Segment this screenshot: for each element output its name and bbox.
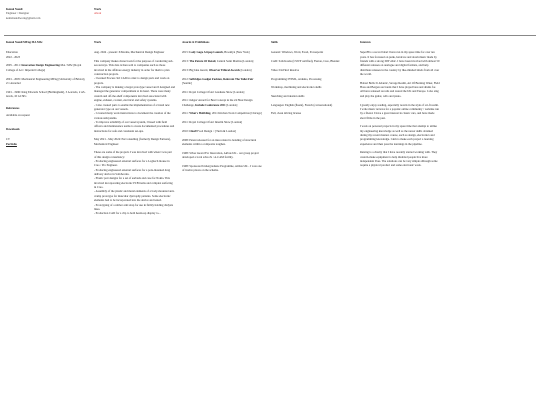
work-item: - I created many work instructions to document the creation of the various subsystems. [94, 111, 171, 120]
education-degree: Innovation Design Engineering [21, 63, 60, 68]
award-year: 2012: [182, 76, 189, 81]
award-title: Onoff [189, 128, 197, 133]
work-item: - Plastic part designs for a set of earbuds and case for Nokia. This involved incorporating electronic PCB items and complex surfacing in Creo. [94, 176, 173, 190]
award-year: 2013: [182, 59, 189, 64]
interest-item: Hobart Bells: It Atlantic, Savage Realm, Art Of Burning Water, Field Hoss and Bergen are bands that I have played bass and drums for. All have released records and toured the UK and Europe. I also sing and play the guitar, cello and piano. [360, 80, 440, 98]
education-text: MA / MSc [Royal College of Art / Imperial College] [6, 63, 82, 72]
award-year: 2008: [182, 137, 189, 142]
work-item: - Producing engineered external surfaces for a pole-mounted drug delivery device in Solidworks. [94, 167, 171, 177]
award-year: 1998: [182, 150, 189, 155]
work-item: - Prototyping of a rubber arm strap for use in firmly holding dialysis lines. [94, 202, 173, 211]
education-entry: 1991 - 1996: King Edwards School [Birmingham], 3 A-levels, 2 AS-levels, 10 GCSEs [6, 89, 86, 98]
award-text: Silver Award For Innovation, Airbus UK - our group project developed a local school's / A-CAM facility. [182, 150, 259, 160]
award-year: 2015: [182, 50, 189, 55]
education-label: Education [6, 50, 18, 55]
award-item [182, 59, 263, 63]
award-text: [London] [225, 102, 238, 107]
education-text: 2022 - 2023 [6, 54, 20, 59]
work-item: - I also created parts to enable the implementation of a brand new generator type on our vessels. [94, 102, 170, 111]
education-years: 2005 - 2011 [6, 63, 20, 68]
award-text: , 2011 Kitchen Tools Competition [Chicago] [210, 111, 263, 116]
award-text: Judges' Award for Best Concept in the 24 Hour Design Challenge, [182, 98, 253, 107]
award-year: 2011: [182, 111, 189, 116]
award-year: 2010: [182, 128, 189, 133]
award-text: Royal College Of Art Graduate Show [London] [189, 89, 245, 94]
nav-work[interactable]: Work [94, 7, 102, 11]
name-title: Kemal Nandi [6, 7, 23, 11]
header-nav [94, 7, 101, 16]
work-item: - The company is making a larger prototype vessel and I designed and managed the generator compartment at its heart. There were many custom and off-the-shelf components involved associated with engine, exhaust, coolant, electrical and safety systems. [94, 85, 175, 103]
award-item [182, 50, 263, 54]
work-item: - I learned Process 3rd CAD in order to design parts and work on projects. [94, 76, 170, 85]
portfolio-link[interactable]: Portfolio [6, 141, 17, 146]
award-text: [London] [239, 67, 252, 72]
interest-item: I work on personal projects in my spare time that attempt to utilise my engineering knowledge as well as the newer skills obtained during my recent masters course, such as design, electronics and programming knowledge. I aim to make each project a learning experience and then pass the learnings in the pipeline. [360, 124, 437, 146]
award-year: 2013: [182, 67, 189, 72]
award-text: Royal College Of Art Interim Show [London] [189, 120, 243, 125]
award-text: , Brooklyn [New York] [222, 50, 250, 55]
job-title: Engineer / Designer [6, 11, 30, 16]
interests-header: Interests [360, 40, 371, 44]
award-text: Big Idea Award, [189, 67, 209, 72]
skill-item: Programming: HTML, Arduino, Processing [271, 76, 322, 81]
work-item: - To improve reliability of our vessel system, I liased with field officers and maintenance teams to create documented procedures and instructions for safe and consistent set-ups. [94, 119, 175, 133]
interest-item: Raising is a charity that I have recently started working with. They custom-make equipment to help disabled people live more independent lives. The solutions can be very simple although some require a physical product and some electronic work. [360, 150, 438, 168]
education-entry: 2005 - 2011: Innovation Design Engineering MA / MSc [Royal College of Art / Imperial College] [6, 63, 82, 72]
work-item: These are some of the projects I was involved with when I was part of this design consultancy: [94, 150, 172, 159]
award-item [182, 77, 263, 86]
award-item [182, 164, 263, 173]
interest-item: SuperH is a record label I have run in my spare time for over ten years. It has focussed on punk, hardcore and doom music made by friends with a strong DIY ethic. I have been involved with almost 50 different releases on analogue and digital formats, and help distribute releases in the country by like-minded labels from all over the world. [360, 50, 440, 77]
references-text: Available on request [6, 112, 30, 117]
award-item [182, 138, 263, 147]
award-title: Include Conference 2011 [195, 102, 226, 107]
award-year: 2011: [182, 120, 189, 125]
skill-item: Workshop, machining and electronics skills [271, 85, 322, 90]
nav-about-link[interactable]: About [94, 11, 102, 16]
award-title: Selfridges Gadget Fashion [189, 76, 222, 81]
award-text: , Central Saint Martins [London] [215, 59, 254, 64]
work-item: This company makes drone boats for the purpose of conducting sub-sea surveys. This data is then sold to companies such as those involved in the offshore energy industry in order for them to plan construction projects. [94, 59, 174, 77]
award-item [182, 129, 263, 133]
work-header: Work [94, 40, 102, 44]
header-divider [4, 35, 536, 36]
interest-item: I greatly enjoy reading, especially novels in the style of sci-fi realm. I write music reviews for a popular online community / webzine run by a friend. I have a great interest in classic cars, and have made short films in the past. [360, 102, 439, 120]
award-text: Food Design ~ [Turin & London] [196, 128, 237, 133]
award-title: The Future Of Retail [189, 59, 216, 64]
education-entry: 2001 - 2005: Mechanical Engineering MEng [University of Bristol], 2:1 Awarded [6, 76, 86, 85]
cv-link[interactable]: CV [6, 137, 11, 142]
award-text: , [221, 76, 224, 81]
skill-item: Full, clean driving license [271, 111, 302, 116]
references-label: References [6, 106, 20, 111]
award-item [182, 68, 263, 72]
award-year: 2011: [182, 98, 189, 103]
award-title: Reinvent The Toilet Fair [223, 76, 254, 81]
award-text: Patent released for an idea related to bending of structural elements within a composite toughen. [182, 137, 257, 146]
award-item [182, 151, 263, 160]
column-interests [360, 40, 440, 172]
work-item: - Producing engineered external surfaces for a Logitech mouse in Creo / Pro Engineer. [94, 159, 170, 168]
work-item: - Production CAD for a clip to hold heads-up display to... [94, 211, 161, 216]
column-awards [182, 40, 263, 177]
award-item [182, 111, 263, 115]
award-text: Sponsored Undergraduate Programme, Airbus UK - I won one of twelve places on the scheme. [182, 163, 262, 173]
education-entry [6, 50, 86, 59]
downloads-label: Downloads [6, 126, 20, 131]
award-text: [Seattle] [182, 80, 192, 85]
award-title: What's Hubbling [189, 111, 211, 116]
work-item: May 2021 - May 2024: PA Consulting (formerly Design Partners), Mechanical Engineer [94, 137, 171, 146]
skill-item: Languages: English (fluent), French (conversational) [271, 102, 333, 107]
skill-item: General: Windows, Word, Excel, Powerpoint [271, 50, 324, 55]
awards-header: Awards & Exhibitions [182, 40, 210, 44]
award-item [182, 98, 263, 107]
award-year: 2011: [182, 89, 189, 94]
column-work [94, 40, 175, 216]
award-year: 1998: [182, 163, 189, 168]
header-identity [6, 7, 40, 20]
skill-item: CAD: Solidworks (CSWP certified), Fusion, Creo, Blender [271, 59, 340, 64]
skill-item: Video: DaVinci Resolve [271, 67, 300, 72]
award-title: Lady Gaga Artpop Launch [189, 50, 223, 55]
work-item: - Assembly of the plastic and metal elements of a body-mounted anti-cramp prototype for muscular dystrophy patients. Some electronic elements had to be incorporated into the device and tested. [94, 189, 175, 203]
award-title: Observer Ethical Awards [208, 67, 240, 72]
award-item [182, 120, 263, 124]
skill-item: Sketching and ideation skills [271, 94, 305, 99]
award-item [182, 90, 263, 94]
profile-header: Kemal Nandi MEng MA MSc [6, 40, 43, 44]
work-item: Aug. 2024 - present: XXtreme, Mechanical Design Engineer [94, 50, 165, 55]
email-link[interactable]: kemalnandiwork@gmail.com [6, 15, 41, 20]
work-list [94, 50, 175, 215]
column-skills [271, 40, 351, 120]
skills-header: Skills [271, 40, 278, 44]
column-profile [6, 40, 86, 146]
